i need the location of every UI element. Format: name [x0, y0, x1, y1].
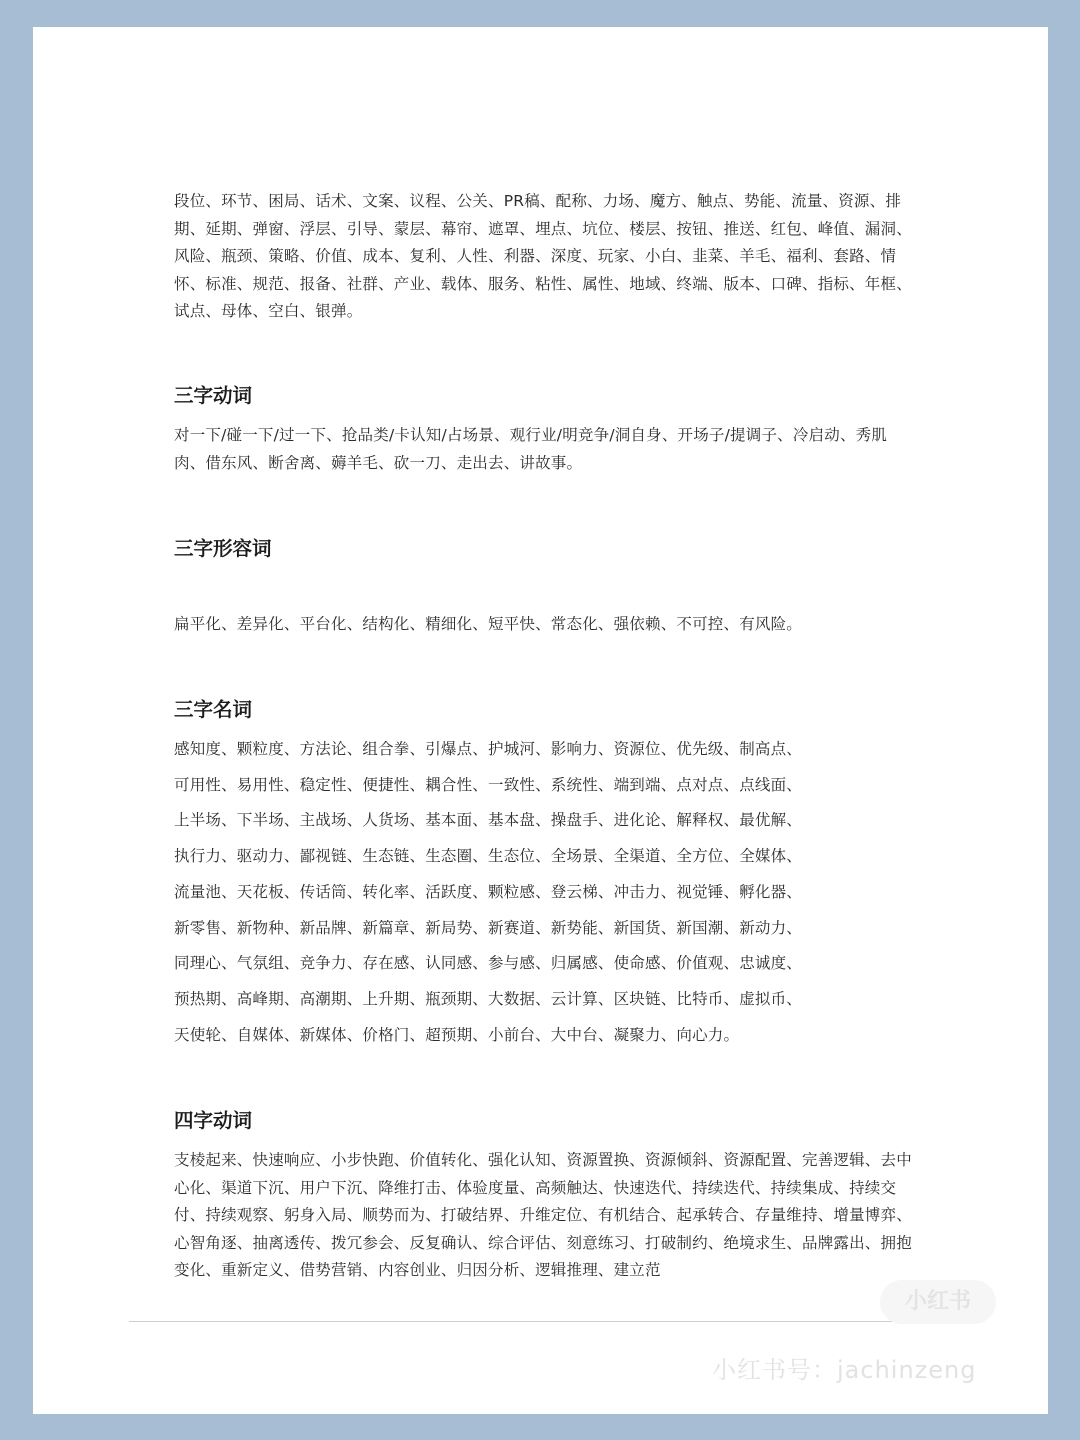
- noun-line: 上半场、下半场、主战场、人货场、基本面、基本盘、操盘手、进化论、解释权、最优解、: [174, 811, 803, 830]
- noun-line: 预热期、高峰期、高潮期、上升期、瓶颈期、大数据、云计算、区块链、比特币、虚拟币、: [174, 989, 803, 1008]
- account-watermark: 小红书号：jachinzeng: [712, 1356, 977, 1384]
- document-page: [33, 27, 1048, 1414]
- noun-line: 感知度、颗粒度、方法论、组合拳、引爆点、护城河、影响力、资源位、优先级、制高点、: [174, 740, 803, 758]
- noun-line: 执行力、驱动力、鄙视链、生态链、生态圈、生态位、全场景、全渠道、全方位、全媒体、: [174, 847, 803, 866]
- noun-line: 同理心、气氛组、竞争力、存在感、认同感、参与感、归属感、使命感、价值观、忠诚度、: [174, 954, 803, 973]
- noun-line: 流量池、天花板、传话筒、转化率、活跃度、颗粒感、登云梯、冲击力、视觉锤、孵化器、: [174, 882, 803, 901]
- three-char-nouns-block: [174, 732, 914, 1053]
- noun-line: 可用性、易用性、稳定性、便捷性、耦合性、一致性、系统性、端到端、点对点、点线面、: [174, 775, 803, 794]
- four-char-verbs-paragraph: 支棱起来、快速响应、小步快跑、价值转化、强化认知、资源置换、资源倾斜、资源配置、完善逻辑、去中心化、渠道下沉、用户下沉、降维打击、体验度量、高频触达、快速迭代、持续迭代、持续集成、持续交付、持续观察、躬身入局、顺势而为、打破结界、升维定位、有机结合、起承转合、存量维持、增量博弈、心智角逐、抽离透传、拨冗参会、反复确认、综合评估、刻意练习、打破制约、绝境求生、品牌露出、拥抱变化、重新定义、借势营销、内容创业、归因分析、逻辑推理、建立范: [174, 1151, 912, 1279]
- noun-line: 天使轮、自媒体、新媒体、价格门、超预期、小前台、大中台、凝聚力、向心力。: [174, 1025, 740, 1044]
- three-char-verbs-paragraph: 对一下/碰一下/过一下、抢品类/卡认知/占场景、观行业/明竞争/洞自身、开场子/提调子、冷启动、秀肌肉、借东风、断舍离、薅羊毛、砍一刀、走出去、讲故事。: [174, 426, 888, 472]
- intro-paragraph: 段位、环节、困局、话术、文案、议程、公关、PR稿、配称、力场、魔方、触点、势能、流量、资源、排期、延期、弹窗、浮层、引导、蒙层、幕帘、遮罩、埋点、坑位、楼层、按钮、推送、红包、峰值、漏洞、风险、瓶颈、策略、价值、成本、复利、人性、利器、深度、玩家、小白、韭菜、羊毛、福利、套路、情怀、标准、规范、报备、社群、产业、载体、服务、粘性、属性、地域、终端、版本、口碑、指标、年框、试点、母体、空白、银弹。: [174, 192, 912, 320]
- heading-three-char-adjectives: 三字形容词: [174, 537, 272, 560]
- heading-four-char-verbs: 四字动词: [174, 1109, 253, 1132]
- three-char-adjectives-paragraph: 扁平化、差异化、平台化、结构化、精细化、短平快、常态化、强依赖、不可控、有风险。: [174, 615, 803, 633]
- footer-divider: [129, 1321, 919, 1322]
- noun-line: 新零售、新物种、新品牌、新篇章、新局势、新赛道、新势能、新国货、新国潮、新动力、: [174, 918, 803, 937]
- heading-three-char-verbs: 三字动词: [174, 384, 253, 407]
- xiaohongshu-logo: 小红书: [880, 1280, 996, 1324]
- heading-three-char-nouns: 三字名词: [174, 698, 253, 721]
